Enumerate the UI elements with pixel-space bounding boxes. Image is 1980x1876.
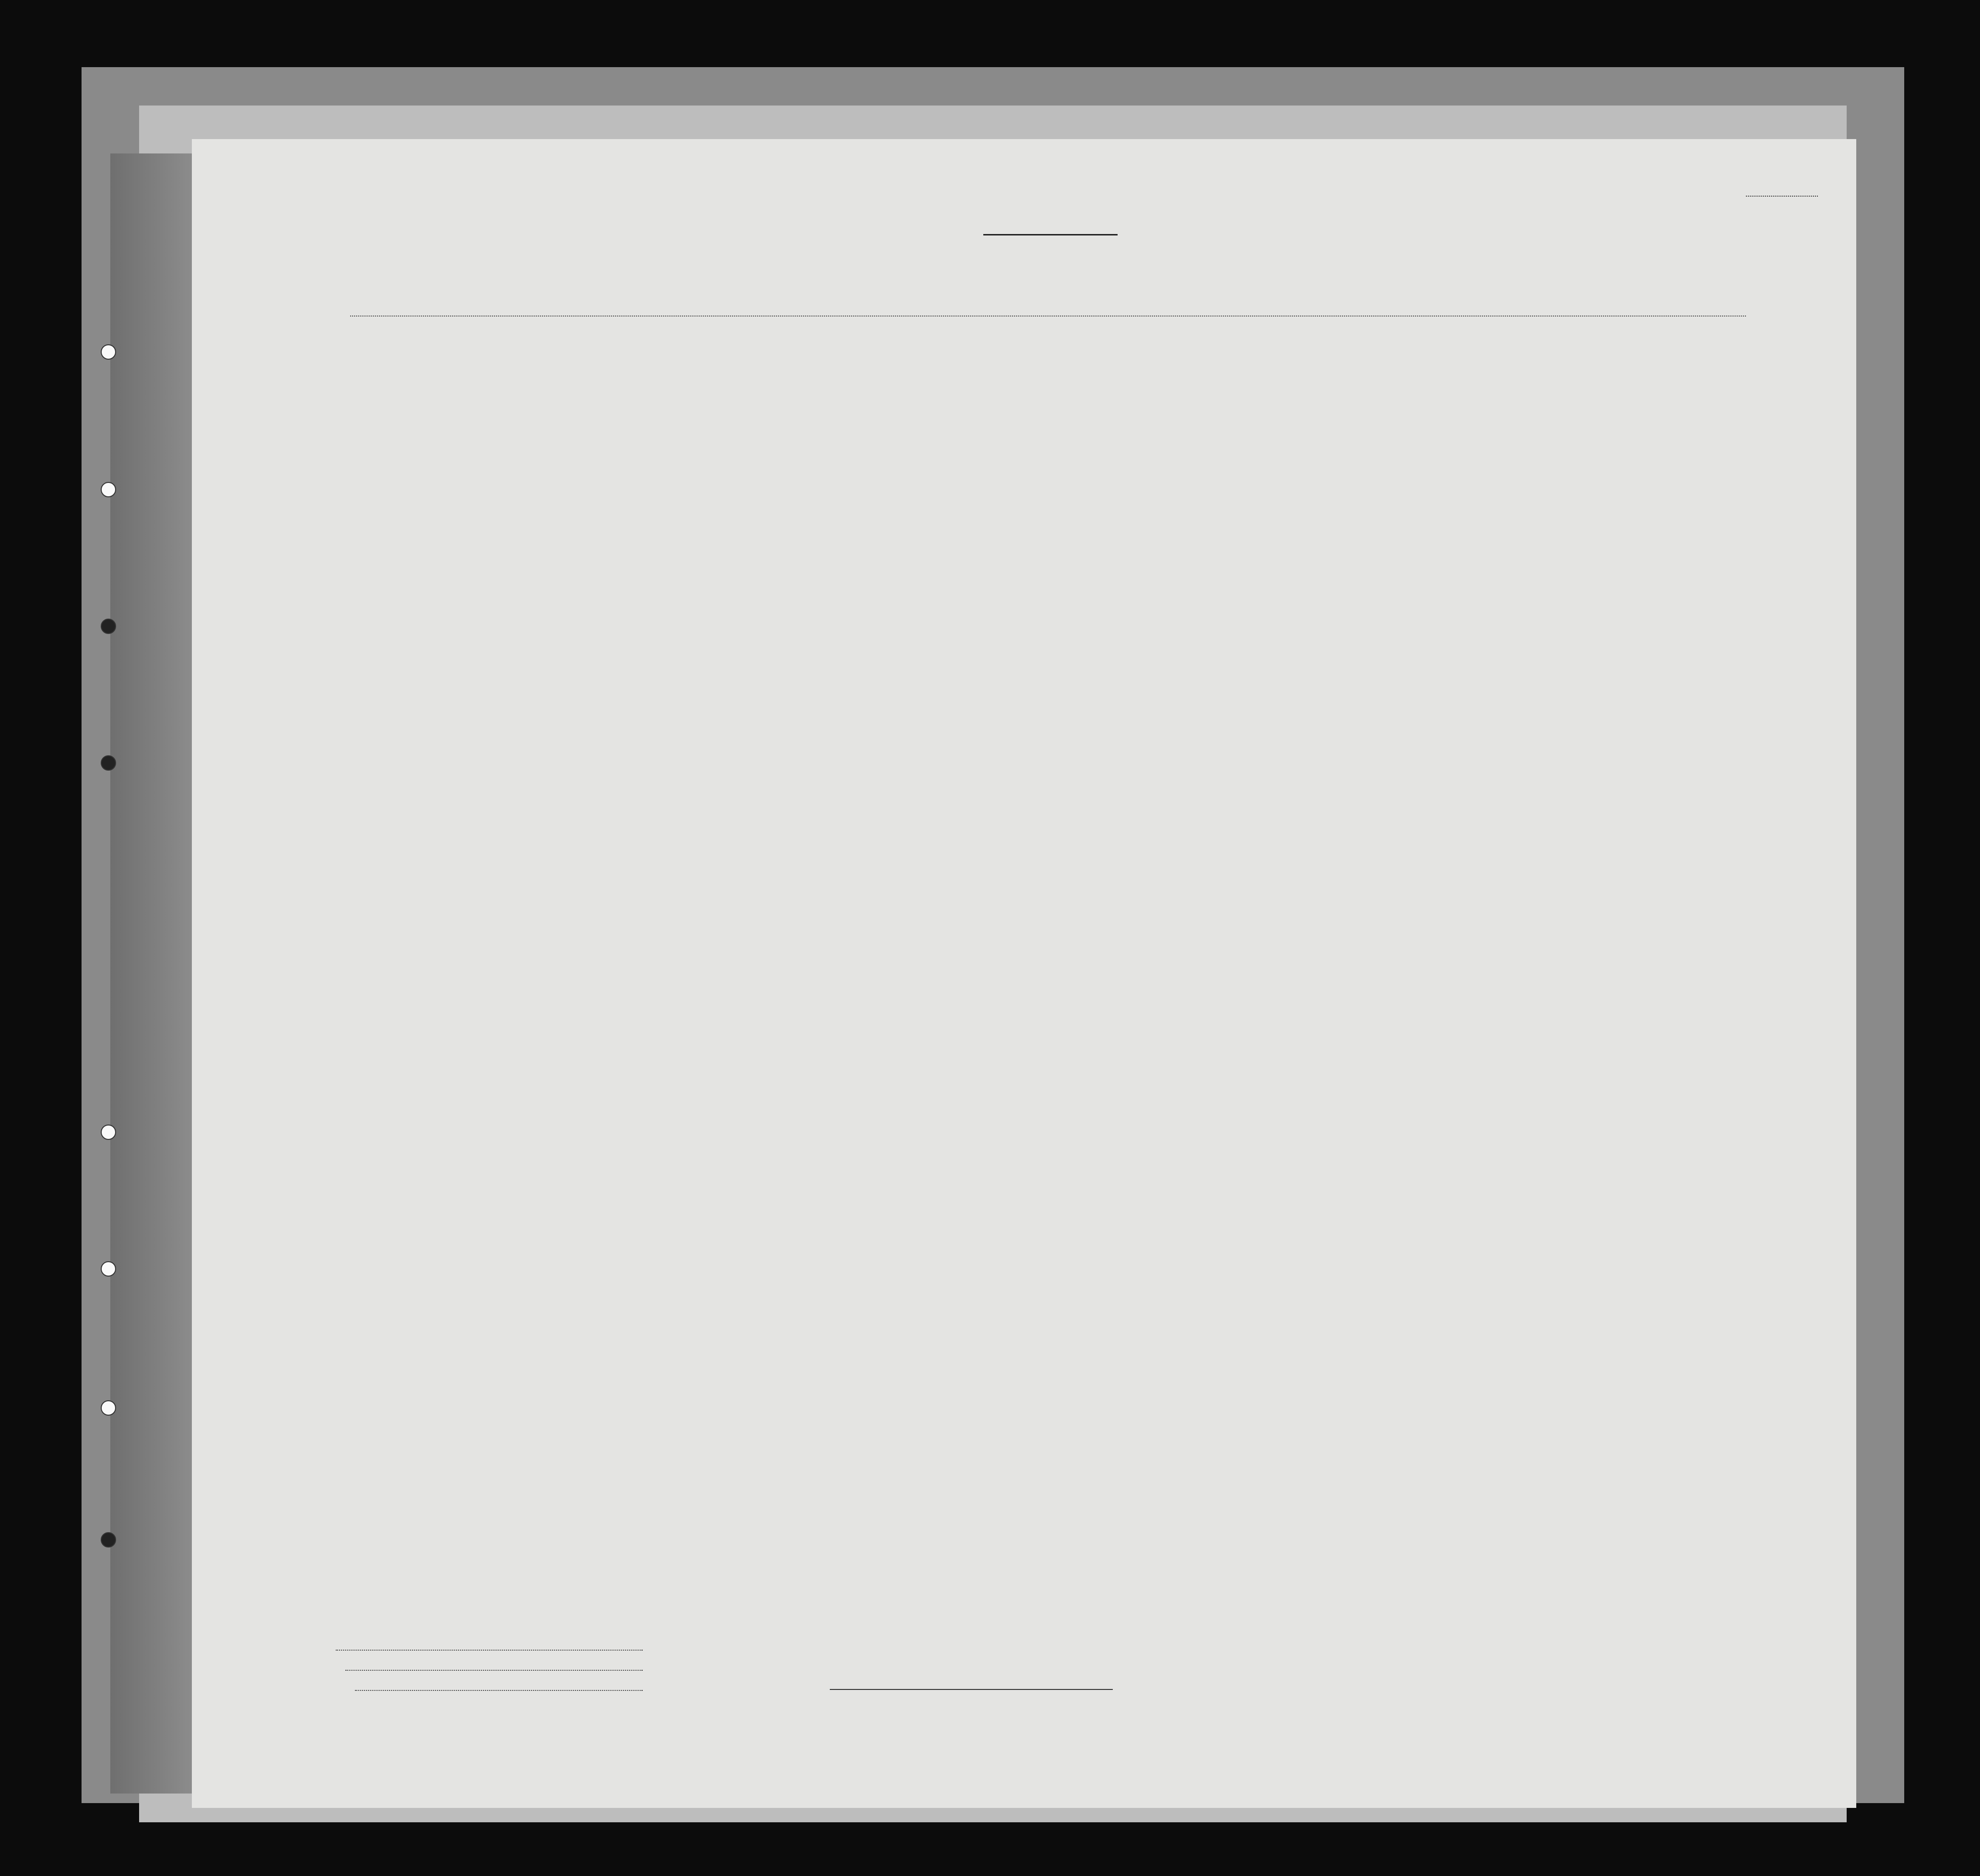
binder-hole xyxy=(101,755,116,771)
table-grid xyxy=(192,139,1856,1808)
binder-hole xyxy=(101,1125,116,1140)
owners-field xyxy=(345,1670,643,1671)
binder-hole xyxy=(101,619,116,634)
manifest-page xyxy=(192,139,1856,1808)
signature-line xyxy=(830,1689,1113,1690)
binder-hole xyxy=(101,1532,116,1548)
binder-hole xyxy=(101,1400,116,1416)
line-field xyxy=(336,1650,643,1651)
binder-hole xyxy=(101,344,116,360)
binder-hole xyxy=(101,482,116,497)
binder-hole xyxy=(101,1261,116,1277)
local-agent-field xyxy=(355,1690,643,1691)
